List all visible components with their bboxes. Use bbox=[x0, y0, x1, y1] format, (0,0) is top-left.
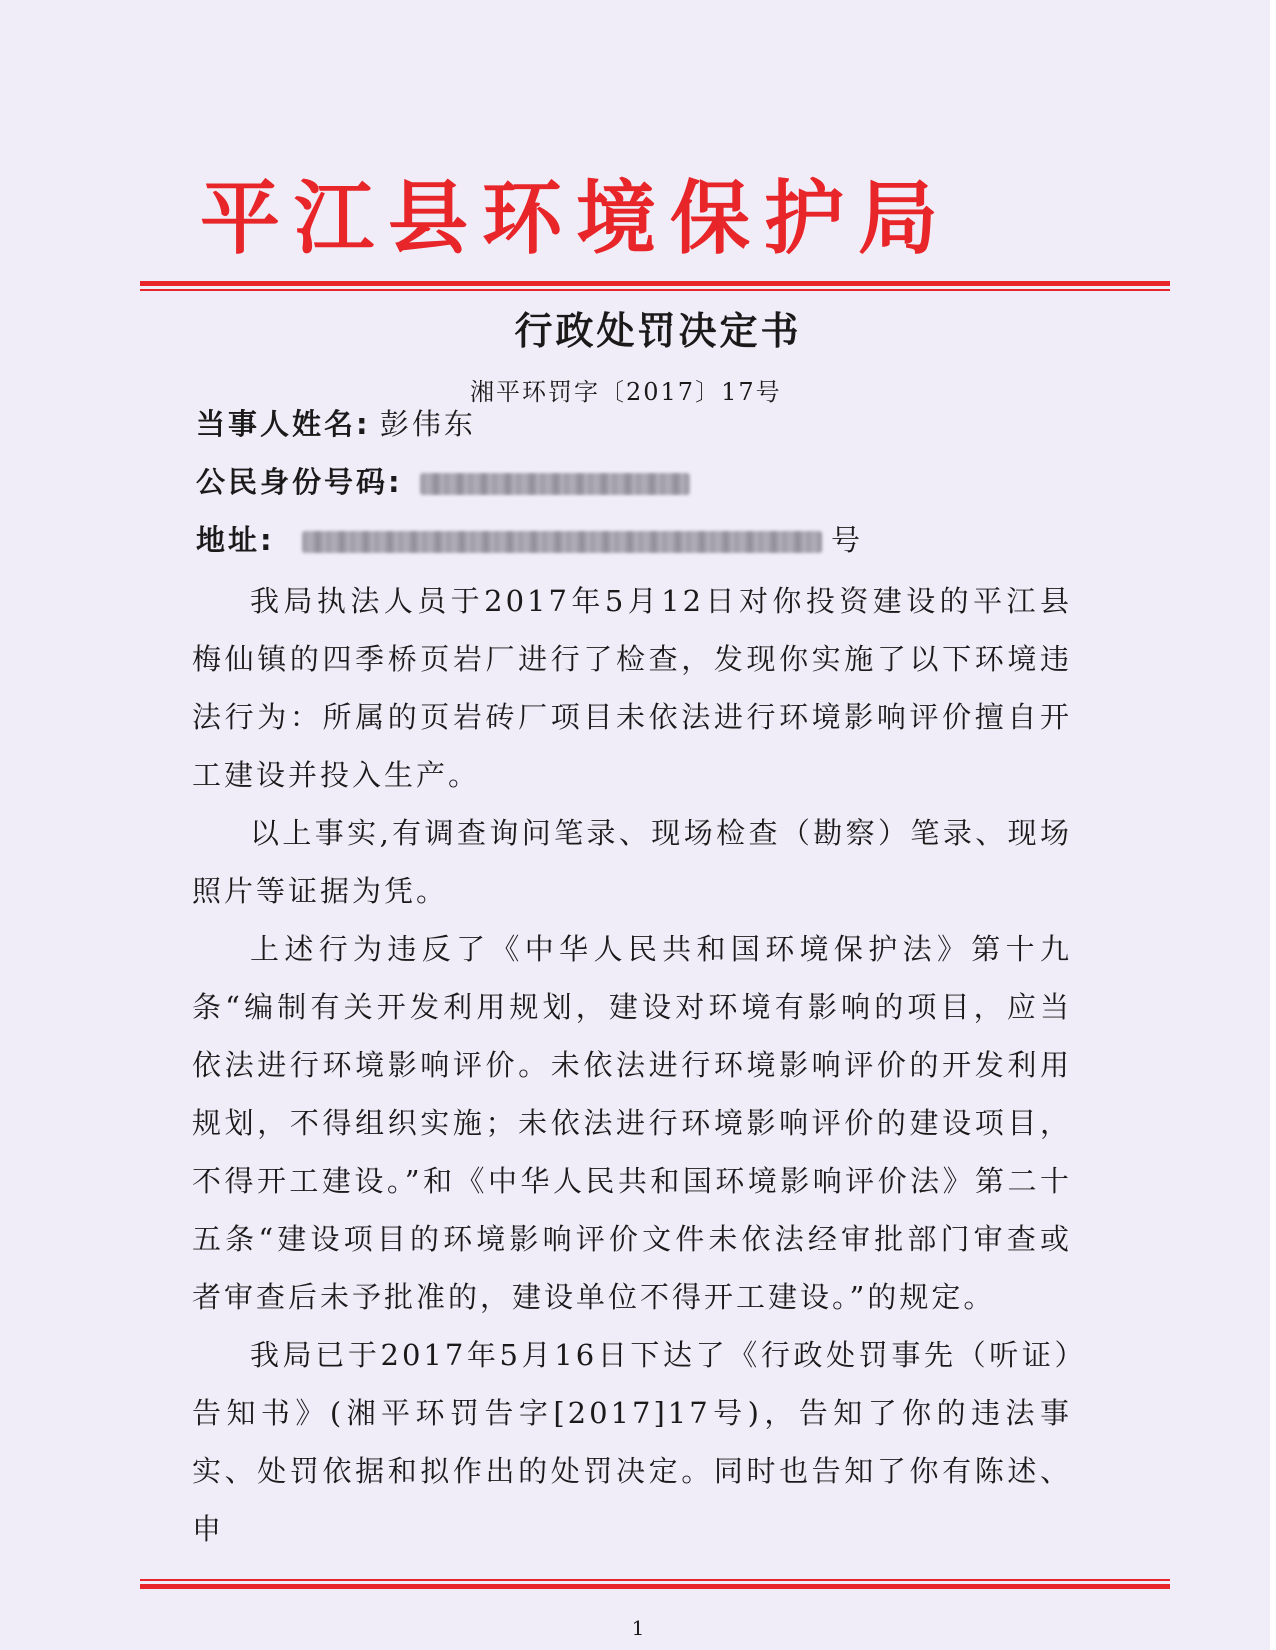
id-number-redacted bbox=[420, 473, 690, 495]
address-suffix: 号 bbox=[831, 523, 864, 557]
body-paragraph-evidence: 以上事实,有调查询问笔录、现场检查（勘察）笔录、现场照片等证据为凭。 bbox=[192, 816, 1072, 908]
body-paragraph-violation: 上述行为违反了《中华人民共和国环境保护法》第十九条“编制有关开发利用规划，建设对环境有影响的项目，应当依法进行环境影响评价。未依法进行环境影响评价的开发利用规划，不得组织实施；未依法进行环境影响评价的建设项目，不得开工建设。”和《中华人民共和国环境影响评价法》第二十五条“建设项目的环境影响评价文件未依法经审批部门审查或者审查后未予批准的，建设单位不得开工建设。”的规定。 bbox=[192, 932, 1072, 1314]
id-number-label: 公民身份号码: bbox=[196, 465, 403, 499]
footer-rule-thin bbox=[140, 1579, 1170, 1581]
party-name-value: 彭伟东 bbox=[379, 407, 476, 441]
document-number: 湘平环罚字〔2017〕17号 bbox=[470, 378, 782, 406]
agency-letterhead: 平江县环境保护局 bbox=[200, 171, 952, 265]
footer-rule-thick bbox=[140, 1584, 1170, 1589]
party-name-row bbox=[196, 404, 476, 444]
decision-body bbox=[192, 572, 1072, 1558]
header-rule-thin bbox=[140, 289, 1170, 291]
header-rule-thick bbox=[140, 281, 1170, 286]
body-paragraph-notice: 我局已于2017年5月16日下达了《行政处罚事先（听证）告知书》(湘平环罚告字[2017]17号)，告知了你的违法事实、处罚依据和拟作出的处罚决定。同时也告知了你有陈述、申 bbox=[192, 1338, 1072, 1546]
body-paragraph-facts: 我局执法人员于2017年5月12日对你投资建设的平江县梅仙镇的四季桥页岩厂进行了检查，发现你实施了以下环境违法行为：所属的页岩砖厂项目未依法进行环境影响评价擅自开工建设并投入生产。 bbox=[192, 584, 1072, 792]
document-title: 行政处罚决定书 bbox=[514, 309, 802, 353]
page-number: 1 bbox=[631, 1616, 645, 1640]
id-number-row bbox=[196, 462, 690, 502]
scan-edge bbox=[1270, 0, 1276, 1650]
address-row bbox=[196, 520, 863, 560]
address-label: 地址: bbox=[196, 523, 275, 557]
address-redacted bbox=[302, 531, 822, 553]
party-name-label: 当事人姓名: bbox=[196, 407, 371, 441]
